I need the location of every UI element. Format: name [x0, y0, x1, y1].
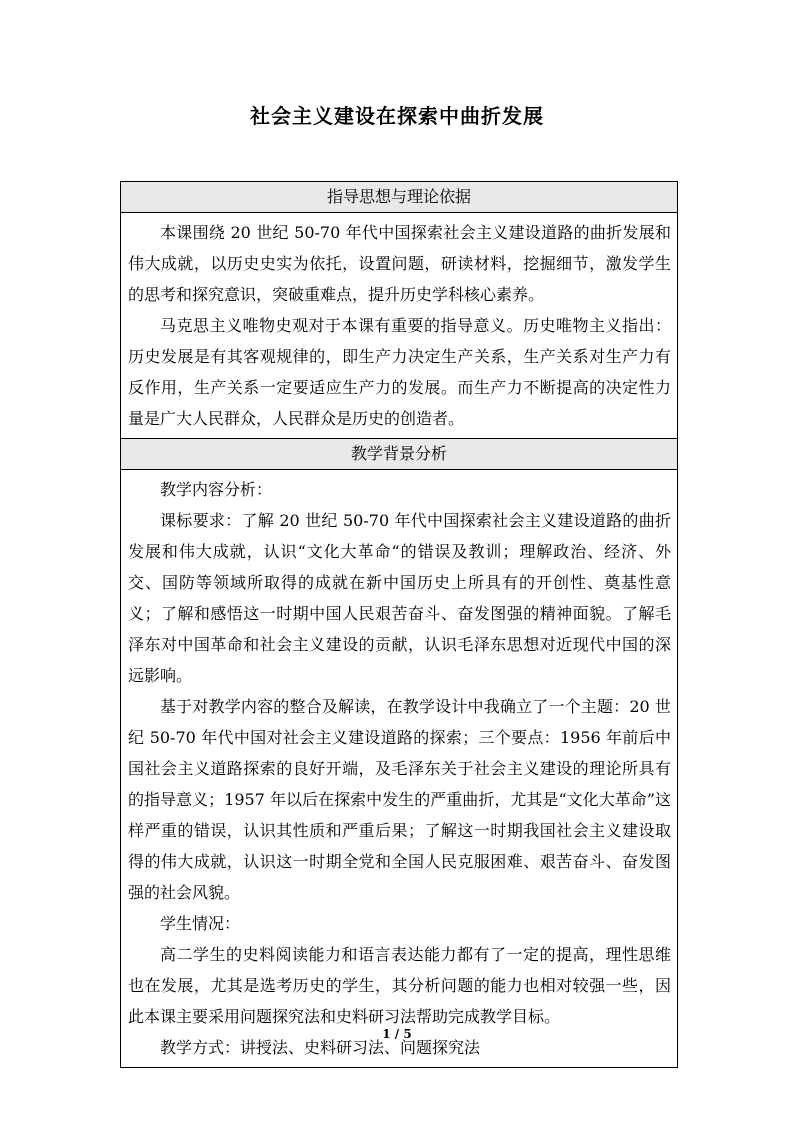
section-body-guiding-theory: [121, 213, 677, 439]
section-header-teaching-background: 教学背景分析: [121, 439, 677, 470]
document-title: 社会主义建设在探索中曲折发展: [250, 104, 544, 128]
lesson-plan-table: [120, 181, 678, 1068]
section-header-guiding-theory: 指导思想与理论依据: [121, 182, 677, 213]
paragraph: 本课围绕 20 世纪 50-70 年代中国探索社会主义建设道路的曲折发展和伟大成就，以历史史实为依托，设置问题，研读材料，挖掘细节，激发学生的思考和探究意识，突破重难点，提升历史学科核心素养。: [128, 223, 671, 304]
paragraph: 课标要求：了解 20 世纪 50-70 年代中国探索社会主义建设道路的曲折发展和伟大成就，认识“文化大革命“的错误及教训；理解政治、经济、外交、国防等领域所取得的成就在新中国历史上所具有的开创性、奠基性意义；了解和感悟这一时期中国人民艰苦奋斗、奋发图强的精神面貌。了解毛泽东对中国革命和社会主义建设的贡献，认识毛泽东思想对近现代中国的深远影响。: [128, 511, 671, 685]
paragraph: 基于对教学内容的整合及解读，在教学设计中我确立了一个主题：20 世纪 50-70 年代中国对社会主义建设道路的探索；三个要点：1956 年前后中国社会主义道路探索的良好开端，及毛泽东关于社会主义建设的理论所具有的指导意义；1957 年以后在探索中发生的严重曲折，尤其是“文化大革命”这样严重的错误，认识其性质和严重后果；了解这一时期我国社会主义建设取得的伟大成就，认识这一时期全党和全国人民克服困难、艰苦奋斗、奋发图强的社会风貌。: [128, 697, 671, 902]
page-number: 1 / 5: [382, 1027, 412, 1041]
paragraph: 马克思主义唯物史观对于本课有重要的指导意义。历史唯物主义指出：历史发展是有其客观规律的，即生产力决定生产关系，生产关系对生产力有反作用，生产关系一定要适应生产力的发展。而生产力不断提高的决定性力量是广大人民群众，人民群众是历史的创造者。: [128, 316, 671, 428]
paragraph-subheading: 学生情况：: [160, 914, 241, 933]
paragraph-subheading: 教学内容分析：: [160, 480, 273, 499]
paragraph: 教学方式：讲授法、史料研习法、问题探究法: [160, 1038, 481, 1057]
paragraph: 高二学生的史料阅读能力和语言表达能力都有了一定的提高，理性思维也在发展，尤其是选考历史的学生，其分析问题的能力也相对较强一些，因此本课主要采用问题探究法和史料研习法帮助完成教学目标。: [128, 945, 671, 1026]
section-body-teaching-background: [121, 470, 677, 1067]
